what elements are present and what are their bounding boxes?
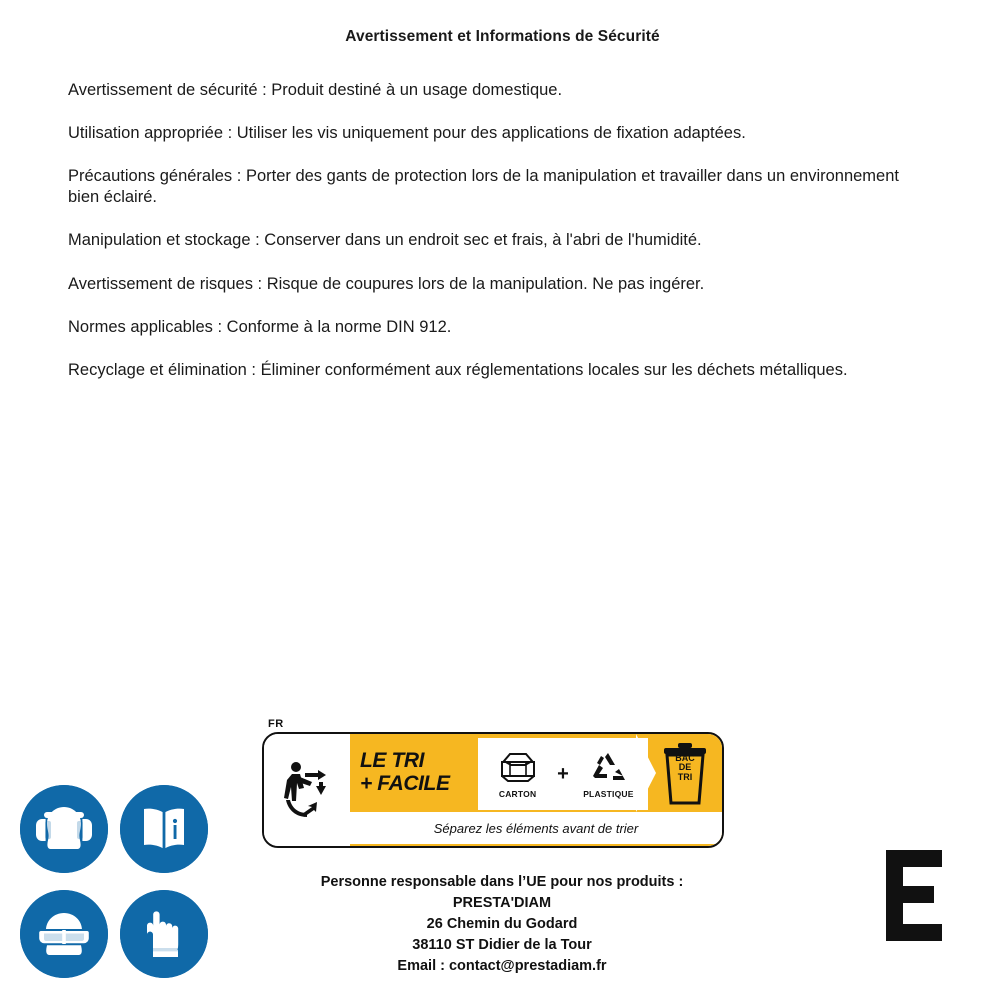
tri-slogan-line2: + FACILE xyxy=(360,771,450,795)
material-label: PLASTIQUE xyxy=(583,789,634,799)
hand-protection-icon xyxy=(120,890,208,978)
material-carton xyxy=(488,749,548,799)
materials-separator: + xyxy=(557,762,569,785)
tri-arrow-notch xyxy=(636,734,656,812)
label-language: FR xyxy=(268,718,284,730)
responsible-suffix: pour nos produits : xyxy=(546,874,684,890)
recycling-bin-group xyxy=(656,742,714,806)
triman-recycling-label xyxy=(262,718,722,848)
responsible-region: UE xyxy=(526,874,547,890)
mandatory-pictogram-group xyxy=(16,785,216,985)
materials-group xyxy=(478,738,648,810)
safety-info-body xyxy=(68,80,928,403)
triman-logo xyxy=(264,734,350,846)
paragraph: Normes applicables : Conforme à la norme DIN 912. xyxy=(68,317,452,336)
carton-box-icon xyxy=(496,749,540,783)
paragraph: Recyclage et élimination : Éliminer conformément aux réglementations locales sur les déchets métalliques. xyxy=(68,360,848,379)
paragraph: Précautions générales : Porter des gants de protection lors de la manipulation et travailler dans un environnement bien éclairé. xyxy=(68,167,899,207)
company-city: 38110 ST Didier de la Tour xyxy=(412,937,592,954)
material-label: CARTON xyxy=(498,789,537,799)
paragraph: Manipulation et stockage : Conserver dans un endroit sec et frais, à l'abri de l'humidité. xyxy=(68,231,702,250)
paragraph: Avertissement de risques : Risque de coupures lors de la manipulation. Ne pas ingérer. xyxy=(68,274,705,293)
bin-text-line1: BAC xyxy=(675,753,695,763)
tri-slogan-line1: LE TRI xyxy=(360,749,425,772)
tri-label-box xyxy=(262,732,724,848)
bin-text-line3: TRI xyxy=(677,771,693,782)
tri-slogan xyxy=(360,750,480,795)
responsible-person-block xyxy=(212,872,792,977)
recycling-triangle-icon xyxy=(587,749,629,783)
read-instructions-icon xyxy=(120,785,208,873)
responsible-prefix: Personne responsable dans l’ xyxy=(320,874,527,890)
material-plastique xyxy=(578,749,638,799)
company-name: PRESTA'DIAM xyxy=(452,895,552,912)
ear-protection-icon xyxy=(20,785,108,873)
page-title: Avertissement et Informations de Sécurité xyxy=(345,28,660,45)
bin-text xyxy=(656,754,714,782)
eye-protection-icon xyxy=(20,890,108,978)
tri-footer-text: Séparez les éléments avant de trier xyxy=(350,812,722,844)
responsible-person-line xyxy=(212,872,792,893)
company-street: 26 Chemin du Godard xyxy=(426,916,578,933)
paragraph: Avertissement de sécurité : Produit destiné à un usage domestique. xyxy=(68,81,563,99)
ce-marking xyxy=(798,838,948,953)
bin-text-line2: DE xyxy=(678,762,692,773)
paragraph: Utilisation appropriée : Utiliser les vis uniquement pour des applications de fixation adaptées. xyxy=(68,124,746,143)
company-email: Email : contact@prestadiam.fr xyxy=(397,958,607,975)
